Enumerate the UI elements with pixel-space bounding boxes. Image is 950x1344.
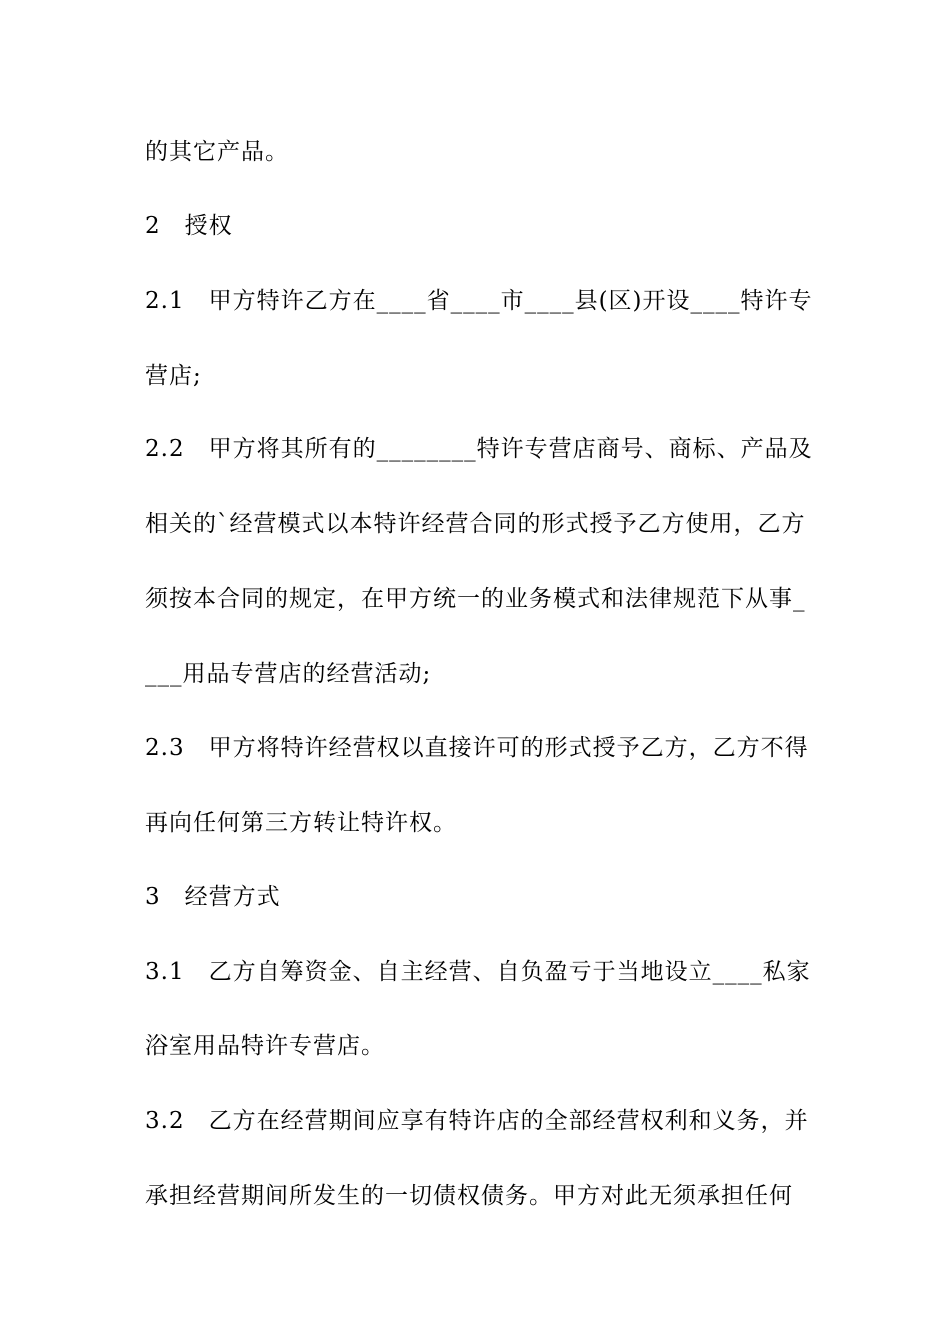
text-line: 3.2 乙方在经营期间应享有特许店的全部经营权利和义务，并 — [145, 1108, 809, 1134]
text-line: 相关的`经营模式以本特许经营合同的形式授予乙方使用，乙方 — [145, 511, 806, 537]
section-heading: 3 经营方式 — [145, 884, 281, 910]
text-line: 浴室用品特许专营店。 — [145, 1033, 385, 1059]
text-line: 2.3 甲方将特许经营权以直接许可的形式授予乙方，乙方不得 — [145, 735, 809, 761]
text-line: 2.2 甲方将其所有的________特许专营店商号、商标、产品及 — [145, 436, 813, 462]
text-line: 承担经营期间所发生的一切债权债务。甲方对此无须承担任何 — [145, 1183, 793, 1209]
text-line: 2.1 甲方特许乙方在____省____市____县(区)开设____特许专 — [145, 288, 813, 314]
text-line: 须按本合同的规定，在甲方统一的业务模式和法律规范下从事_ — [145, 586, 806, 612]
text-line: 3.1 乙方自筹资金、自主经营、自负盈亏于当地设立____私家 — [145, 959, 811, 985]
text-line: 的其它产品。 — [145, 139, 289, 165]
text-line: 再向任何第三方转让特许权。 — [145, 810, 457, 836]
text-line: 营店; — [145, 363, 202, 389]
section-heading: 2 授权 — [145, 213, 233, 239]
text-line: ___用品专营店的经营活动; — [145, 661, 432, 687]
